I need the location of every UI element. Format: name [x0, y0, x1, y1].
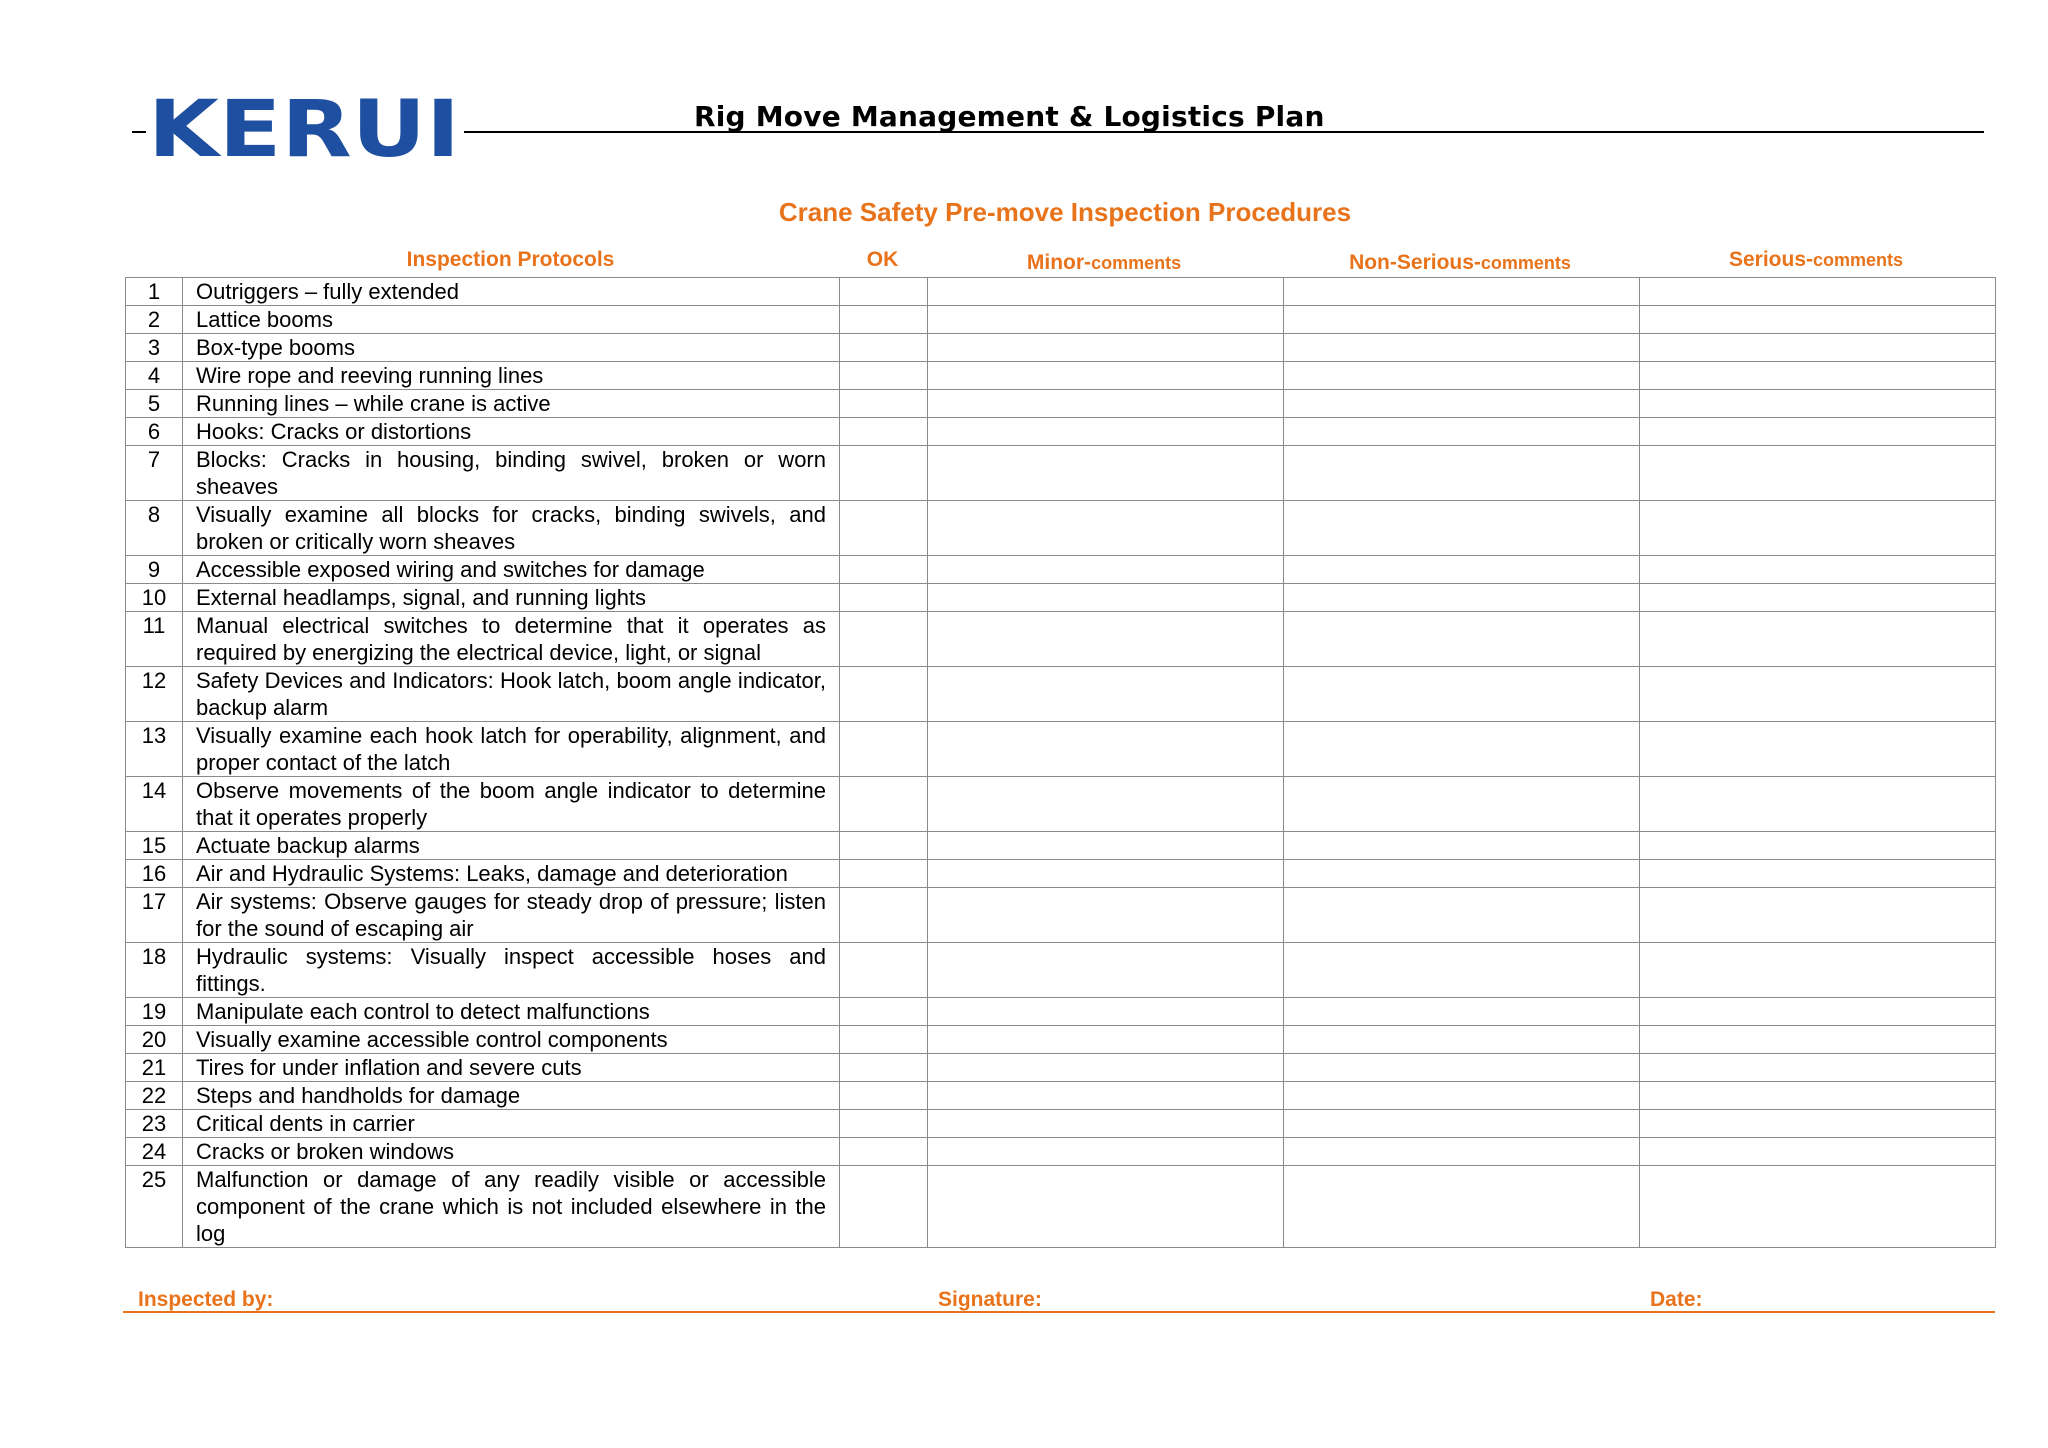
serious-comments-cell[interactable] [1640, 832, 1996, 860]
table-row [126, 584, 1996, 612]
item-number: 20 [126, 1026, 183, 1054]
item-number: 19 [126, 998, 183, 1026]
inspection-item-text: Lattice booms [183, 306, 840, 334]
table-row [126, 667, 1996, 722]
serious-comments-cell[interactable] [1640, 860, 1996, 888]
item-number: 1 [126, 278, 183, 306]
ok-cell[interactable] [840, 860, 928, 888]
table-row [126, 501, 1996, 556]
ok-cell[interactable] [840, 1026, 928, 1054]
minor-comments-cell[interactable] [928, 777, 1284, 832]
inspection-item-text: Malfunction or damage of any readily visible or accessible component of the crane which is not included elsewhere in the log [183, 1166, 840, 1248]
ok-cell[interactable] [840, 777, 928, 832]
ok-cell[interactable] [840, 888, 928, 943]
minor-comments-cell[interactable] [928, 1166, 1284, 1248]
ok-cell[interactable] [840, 278, 928, 306]
table-row [126, 860, 1996, 888]
non-serious-comments-cell[interactable] [1284, 556, 1640, 584]
item-number: 23 [126, 1110, 183, 1138]
non-serious-comments-cell[interactable] [1284, 860, 1640, 888]
serious-comments-cell[interactable] [1640, 278, 1996, 306]
minor-comments-cell[interactable] [928, 1110, 1284, 1138]
table-row [126, 722, 1996, 777]
ok-cell[interactable] [840, 943, 928, 998]
ok-cell[interactable] [840, 446, 928, 501]
inspection-item-text: Manual electrical switches to determine that it operates as required by energizing the electrical device, light, or signal [183, 612, 840, 667]
inspection-item-text: Visually examine all blocks for cracks, binding swivels, and broken or critically worn sheaves [183, 501, 840, 556]
serious-comments-cell[interactable] [1640, 998, 1996, 1026]
inspection-item-text: Running lines – while crane is active [183, 390, 840, 418]
non-serious-comments-cell[interactable] [1284, 832, 1640, 860]
inspected-by-label: Inspected by: [138, 1288, 274, 1311]
minor-comments-cell[interactable] [928, 446, 1284, 501]
item-number: 11 [126, 612, 183, 667]
serious-comments-cell[interactable] [1640, 1166, 1996, 1248]
table-row [126, 334, 1996, 362]
item-number: 8 [126, 501, 183, 556]
footer-rule [123, 1311, 1995, 1313]
non-serious-comments-cell[interactable] [1284, 584, 1640, 612]
ok-cell[interactable] [840, 418, 928, 446]
serious-comments-cell[interactable] [1640, 667, 1996, 722]
non-serious-comments-cell[interactable] [1284, 1026, 1640, 1054]
ok-cell[interactable] [840, 667, 928, 722]
serious-comments-cell[interactable] [1640, 556, 1996, 584]
non-serious-comments-cell[interactable] [1284, 278, 1640, 306]
item-number: 17 [126, 888, 183, 943]
non-serious-comments-cell[interactable] [1284, 612, 1640, 667]
inspection-item-text: Air and Hydraulic Systems: Leaks, damage and deterioration [183, 860, 840, 888]
inspection-item-text: Air systems: Observe gauges for steady drop of pressure; listen for the sound of escaping air [183, 888, 840, 943]
non-serious-comments-cell[interactable] [1284, 1138, 1640, 1166]
serious-comments-cell[interactable] [1640, 306, 1996, 334]
serious-comments-cell[interactable] [1640, 501, 1996, 556]
table-row [126, 306, 1996, 334]
non-serious-comments-cell[interactable] [1284, 501, 1640, 556]
document-title: Rig Move Management & Logistics Plan [694, 100, 1325, 133]
inspection-item-text: Visually examine each hook latch for operability, alignment, and proper contact of the latch [183, 722, 840, 777]
table-row [126, 1082, 1996, 1110]
minor-comments-cell[interactable] [928, 888, 1284, 943]
table-row [126, 390, 1996, 418]
table-row [126, 1026, 1996, 1054]
non-serious-comments-cell[interactable] [1284, 998, 1640, 1026]
table-row [126, 556, 1996, 584]
ok-cell[interactable] [840, 998, 928, 1026]
table-row [126, 888, 1996, 943]
serious-comments-cell[interactable] [1640, 446, 1996, 501]
table-row [126, 1110, 1996, 1138]
non-serious-comments-cell[interactable] [1284, 418, 1640, 446]
non-serious-comments-cell[interactable] [1284, 777, 1640, 832]
minor-comments-cell[interactable] [928, 306, 1284, 334]
minor-comments-cell[interactable] [928, 1054, 1284, 1082]
table-row [126, 612, 1996, 667]
table-row [126, 943, 1996, 998]
item-number: 24 [126, 1138, 183, 1166]
inspection-item-text: Cracks or broken windows [183, 1138, 840, 1166]
serious-comments-cell[interactable] [1640, 584, 1996, 612]
ok-cell[interactable] [840, 306, 928, 334]
non-serious-comments-cell[interactable] [1284, 722, 1640, 777]
non-serious-comments-cell[interactable] [1284, 334, 1640, 362]
inspection-item-text: Hooks: Cracks or distortions [183, 418, 840, 446]
inspection-checklist-table [125, 277, 1996, 1248]
serious-comments-cell[interactable] [1640, 334, 1996, 362]
inspection-item-text: Observe movements of the boom angle indicator to determine that it operates properly [183, 777, 840, 832]
serious-comments-cell[interactable] [1640, 362, 1996, 390]
minor-comments-cell[interactable] [928, 832, 1284, 860]
non-serious-comments-cell[interactable] [1284, 943, 1640, 998]
inspection-item-text: Wire rope and reeving running lines [183, 362, 840, 390]
form-title: Crane Safety Pre-move Inspection Procedures [778, 197, 1352, 227]
column-header-ok: OK [866, 248, 899, 271]
minor-comments-cell[interactable] [928, 1026, 1284, 1054]
minor-comments-cell[interactable] [928, 362, 1284, 390]
minor-comments-cell[interactable] [928, 390, 1284, 418]
inspection-item-text: Hydraulic systems: Visually inspect accessible hoses and fittings. [183, 943, 840, 998]
table-row [126, 832, 1996, 860]
item-number: 13 [126, 722, 183, 777]
item-number: 5 [126, 390, 183, 418]
table-row [126, 418, 1996, 446]
inspection-item-text: Actuate backup alarms [183, 832, 840, 860]
inspection-item-text: Tires for under inflation and severe cuts [183, 1054, 840, 1082]
item-number: 7 [126, 446, 183, 501]
inspection-item-text: Safety Devices and Indicators: Hook latch, boom angle indicator, backup alarm [183, 667, 840, 722]
item-number: 16 [126, 860, 183, 888]
ok-cell[interactable] [840, 362, 928, 390]
ok-cell[interactable] [840, 1054, 928, 1082]
inspection-item-text: Accessible exposed wiring and switches for damage [183, 556, 840, 584]
table-row [126, 998, 1996, 1026]
item-number: 10 [126, 584, 183, 612]
table-row [126, 1054, 1996, 1082]
minor-comments-cell[interactable] [928, 722, 1284, 777]
inspection-item-text: External headlamps, signal, and running lights [183, 584, 840, 612]
svg-text:KERUI: KERUI [148, 96, 460, 162]
inspection-item-text: Critical dents in carrier [183, 1110, 840, 1138]
column-header-non-serious: Non-Serious-comments [1349, 251, 1571, 274]
minor-comments-cell[interactable] [928, 860, 1284, 888]
minor-comments-cell[interactable] [928, 667, 1284, 722]
ok-cell[interactable] [840, 1082, 928, 1110]
ok-cell[interactable] [840, 584, 928, 612]
minor-comments-cell[interactable] [928, 334, 1284, 362]
serious-comments-cell[interactable] [1640, 1082, 1996, 1110]
non-serious-comments-cell[interactable] [1284, 362, 1640, 390]
non-serious-comments-cell[interactable] [1284, 1166, 1640, 1248]
minor-comments-cell[interactable] [928, 1082, 1284, 1110]
minor-comments-cell[interactable] [928, 943, 1284, 998]
column-header-protocols: Inspection Protocols [406, 248, 615, 271]
item-number: 9 [126, 556, 183, 584]
ok-cell[interactable] [840, 832, 928, 860]
table-row [126, 278, 1996, 306]
serious-comments-cell[interactable] [1640, 722, 1996, 777]
ok-cell[interactable] [840, 1110, 928, 1138]
minor-comments-cell[interactable] [928, 501, 1284, 556]
minor-comments-cell[interactable] [928, 612, 1284, 667]
ok-cell[interactable] [840, 1166, 928, 1248]
non-serious-comments-cell[interactable] [1284, 306, 1640, 334]
inspection-item-text: Manipulate each control to detect malfunctions [183, 998, 840, 1026]
minor-comments-cell[interactable] [928, 584, 1284, 612]
non-serious-comments-cell[interactable] [1284, 446, 1640, 501]
checklist-body [126, 278, 1996, 1248]
table-row [126, 777, 1996, 832]
minor-comments-cell[interactable] [928, 998, 1284, 1026]
column-header-serious: Serious-comments [1728, 248, 1904, 271]
non-serious-comments-cell[interactable] [1284, 1110, 1640, 1138]
signature-label: Signature: [938, 1288, 1042, 1311]
ok-cell[interactable] [840, 334, 928, 362]
item-number: 22 [126, 1082, 183, 1110]
inspection-item-text: Visually examine accessible control components [183, 1026, 840, 1054]
table-row [126, 362, 1996, 390]
inspection-item-text: Box-type booms [183, 334, 840, 362]
serious-comments-cell[interactable] [1640, 1054, 1996, 1082]
table-row [126, 446, 1996, 501]
table-row [126, 1138, 1996, 1166]
non-serious-comments-cell[interactable] [1284, 888, 1640, 943]
inspection-item-text: Blocks: Cracks in housing, binding swivel, broken or worn sheaves [183, 446, 840, 501]
minor-comments-cell[interactable] [928, 418, 1284, 446]
ok-cell[interactable] [840, 501, 928, 556]
item-number: 12 [126, 667, 183, 722]
non-serious-comments-cell[interactable] [1284, 1054, 1640, 1082]
serious-comments-cell[interactable] [1640, 943, 1996, 998]
non-serious-comments-cell[interactable] [1284, 1082, 1640, 1110]
serious-comments-cell[interactable] [1640, 418, 1996, 446]
item-number: 18 [126, 943, 183, 998]
non-serious-comments-cell[interactable] [1284, 390, 1640, 418]
inspection-item-text: Steps and handholds for damage [183, 1082, 840, 1110]
kerui-logo [146, 96, 464, 162]
ok-cell[interactable] [840, 722, 928, 777]
serious-comments-cell[interactable] [1640, 888, 1996, 943]
item-number: 4 [126, 362, 183, 390]
serious-comments-cell[interactable] [1640, 390, 1996, 418]
minor-comments-cell[interactable] [928, 1138, 1284, 1166]
item-number: 3 [126, 334, 183, 362]
ok-cell[interactable] [840, 556, 928, 584]
item-number: 2 [126, 306, 183, 334]
ok-cell[interactable] [840, 1138, 928, 1166]
ok-cell[interactable] [840, 612, 928, 667]
inspection-item-text: Outriggers – fully extended [183, 278, 840, 306]
serious-comments-cell[interactable] [1640, 1138, 1996, 1166]
column-header-minor: Minor-comments [1026, 251, 1182, 274]
item-number: 14 [126, 777, 183, 832]
minor-comments-cell[interactable] [928, 556, 1284, 584]
ok-cell[interactable] [840, 390, 928, 418]
item-number: 25 [126, 1166, 183, 1248]
serious-comments-cell[interactable] [1640, 1026, 1996, 1054]
serious-comments-cell[interactable] [1640, 1110, 1996, 1138]
item-number: 21 [126, 1054, 183, 1082]
date-label: Date: [1650, 1288, 1703, 1311]
minor-comments-cell[interactable] [928, 278, 1284, 306]
table-row [126, 1166, 1996, 1248]
non-serious-comments-cell[interactable] [1284, 667, 1640, 722]
item-number: 15 [126, 832, 183, 860]
serious-comments-cell[interactable] [1640, 612, 1996, 667]
serious-comments-cell[interactable] [1640, 777, 1996, 832]
item-number: 6 [126, 418, 183, 446]
